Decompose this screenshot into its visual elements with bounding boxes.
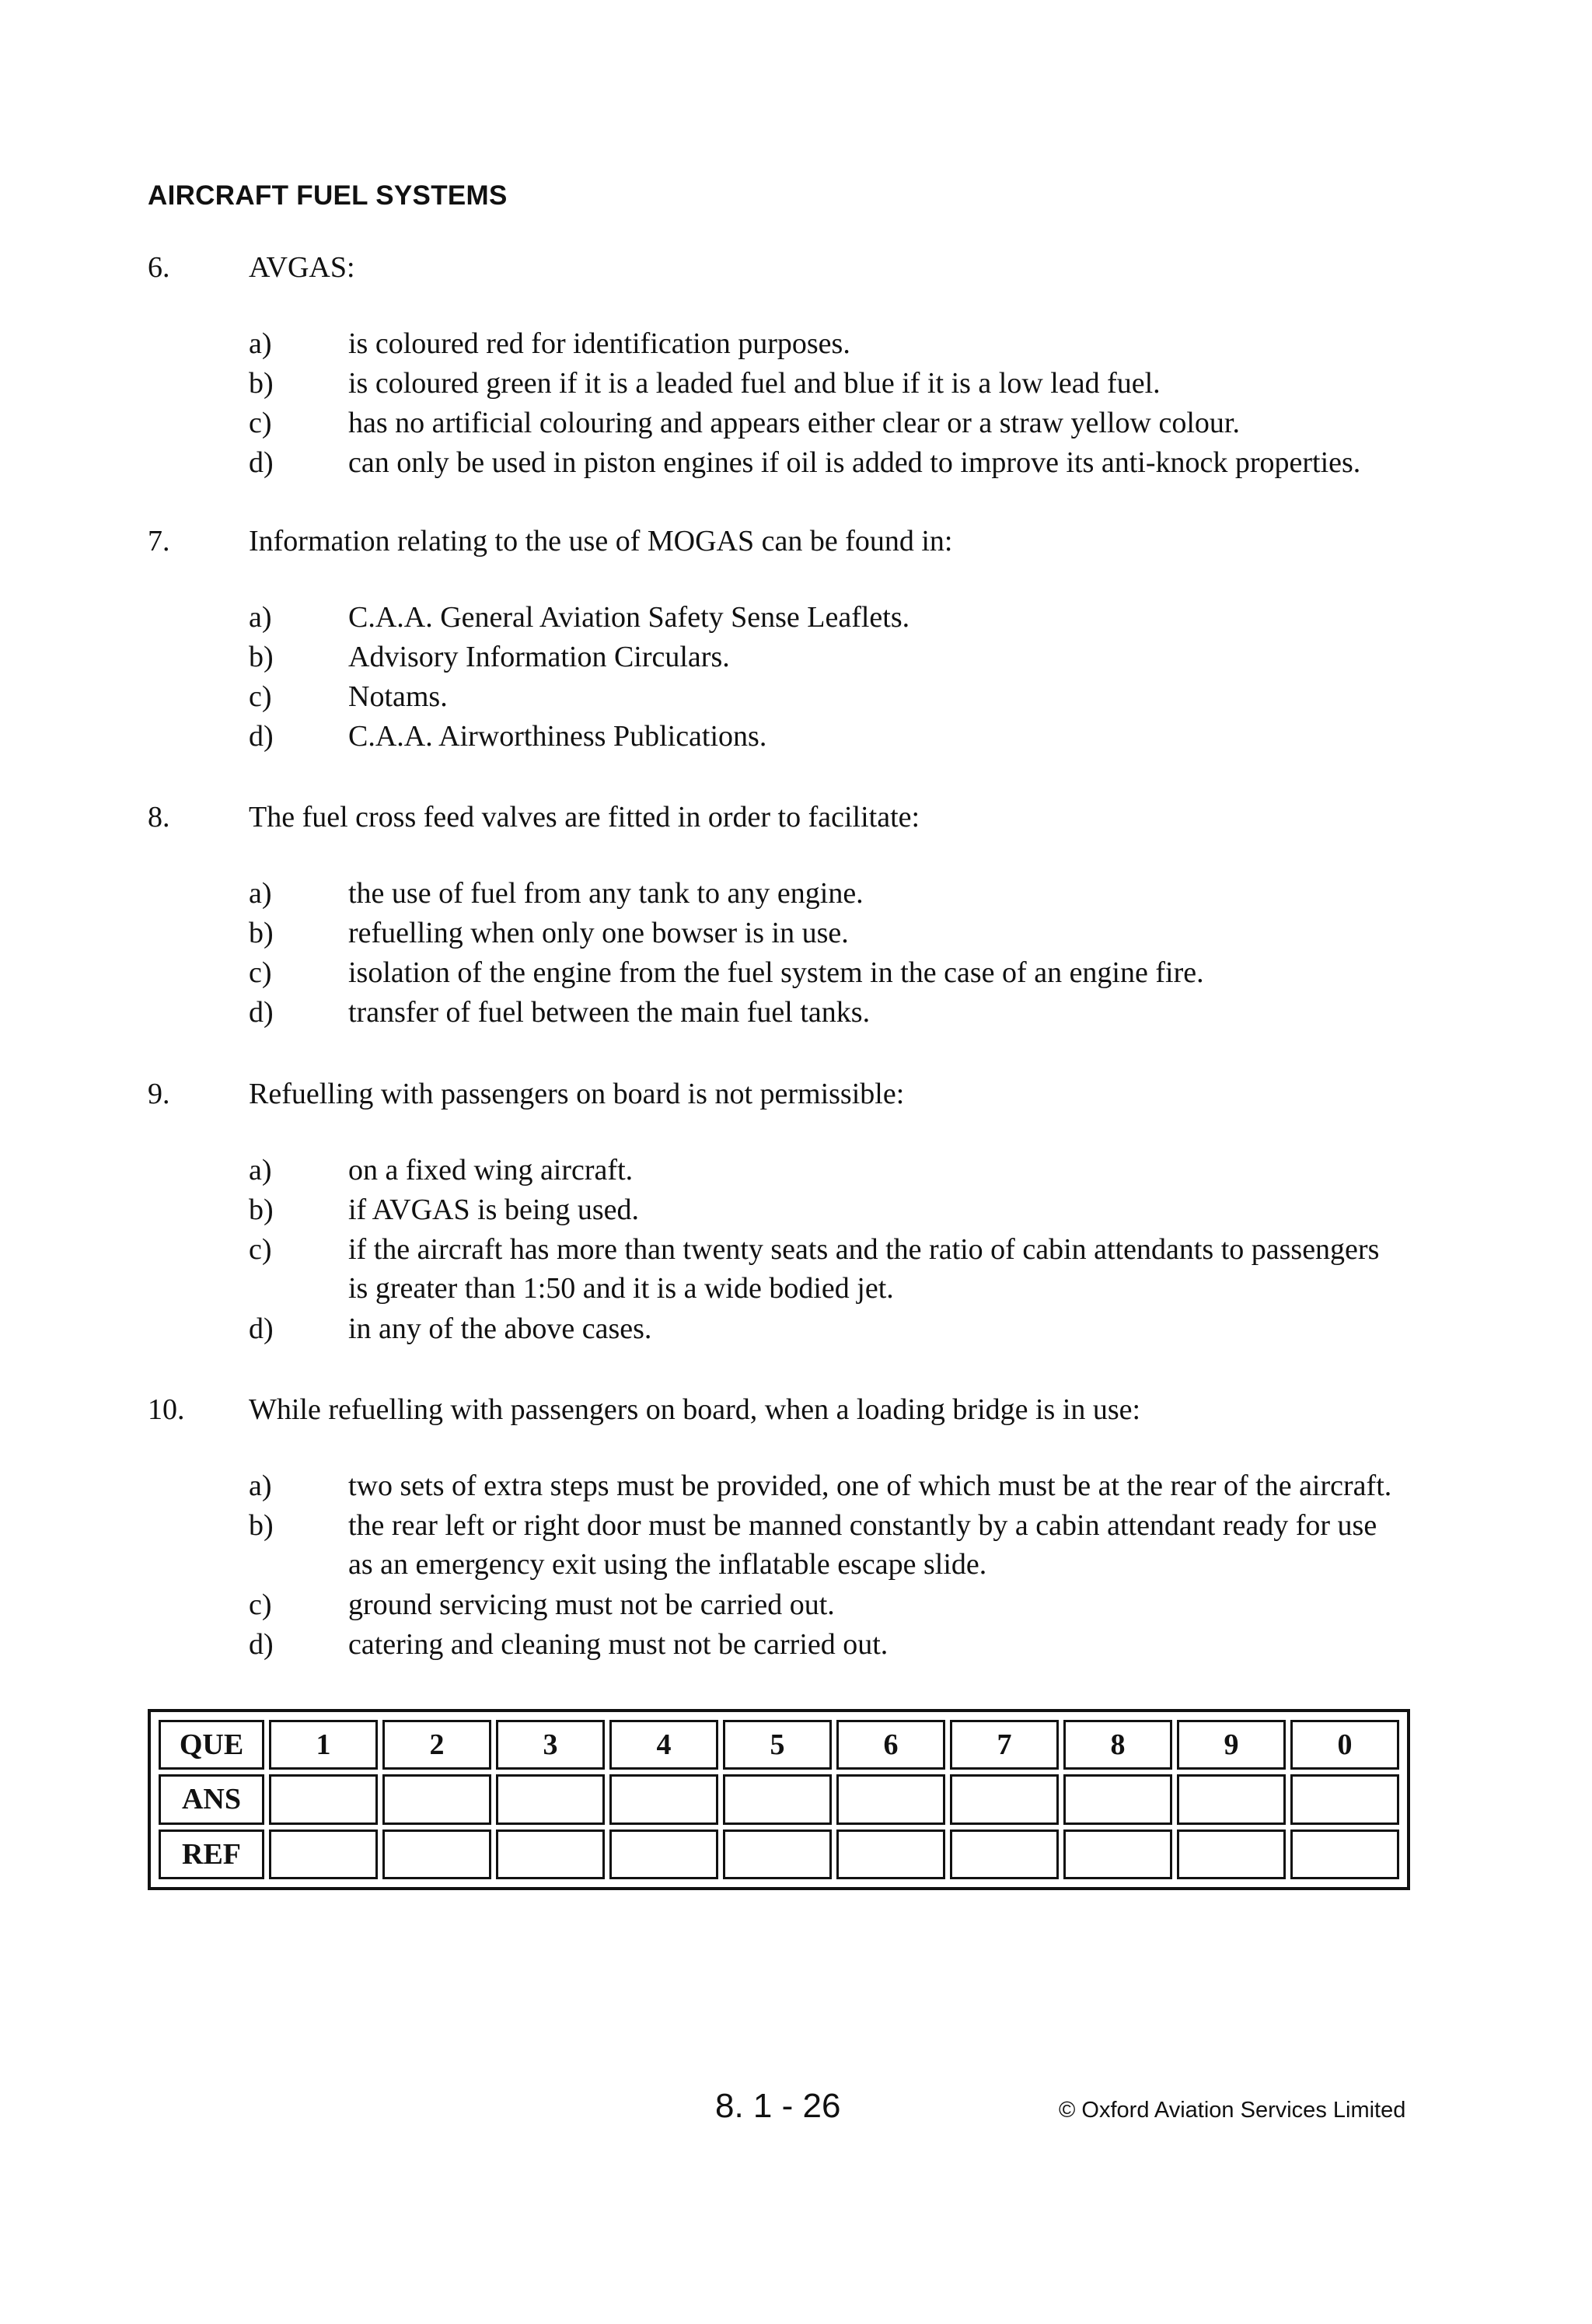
reference-cell [1177,1829,1286,1879]
question-text: AVGAS: [249,251,355,284]
question-number-cell: 2 [382,1720,491,1770]
option-d [0,446,1592,484]
option-text: C.A.A. Airworthiness Publications. [348,720,767,753]
answer-cell [1063,1774,1172,1824]
question-text: Information relating to the use of MOGAS can be found in: [249,525,953,557]
option-label: d) [249,446,274,479]
option-label: b) [249,917,274,949]
answer-cell [723,1774,832,1824]
option-label: d) [249,1312,274,1345]
option-label: c) [249,407,272,439]
option-b [0,366,1592,405]
option-label: a) [249,327,272,360]
option-c [0,956,1592,994]
option-b [0,1193,1592,1232]
question-number-cell: 7 [950,1720,1059,1770]
option-text: on a fixed wing aircraft. [348,1154,634,1186]
option-text: has no artificial colouring and appears either clear or a straw yellow colour. [348,407,1240,439]
option-label: c) [249,1588,272,1621]
question-number-cell: 3 [496,1720,605,1770]
option-label: a) [249,1470,272,1502]
answer-cell [1177,1774,1286,1824]
answer-cell [836,1774,945,1824]
question-number-cell: 1 [269,1720,378,1770]
answer-cell [382,1774,491,1824]
ref-row [159,1829,1399,1879]
option-label: b) [249,1193,274,1226]
question-number-cell: 0 [1290,1720,1399,1770]
option-text: transfer of fuel between the main fuel tanks. [348,996,871,1029]
question-text: The fuel cross feed valves are fitted in order to facilitate: [249,801,920,833]
ans-row [159,1774,1399,1824]
option-text: is coloured red for identification purposes. [348,327,850,360]
ans-label: ANS [159,1774,264,1824]
reference-cell [950,1829,1059,1879]
option-text: ground servicing must not be carried out. [348,1588,835,1621]
question-number: 8. [148,801,170,833]
option-text-line-2: as an emergency exit using the inflatable escape slide. [348,1548,987,1581]
option-d [0,995,1592,1034]
option-c [0,1232,1592,1310]
option-b [0,916,1592,955]
option-label: c) [249,1233,272,1266]
option-label: b) [249,641,274,673]
option-text: refuelling when only one bowser is in use. [348,917,849,949]
option-c [0,406,1592,445]
reference-cell [269,1829,378,1879]
option-text: C.A.A. General Aviation Safety Sense Leaflets. [348,601,910,634]
option-text: two sets of extra steps must be provided, one of which must be at the rear of the aircraft. [348,1470,1392,1502]
question-number-cell: 4 [609,1720,718,1770]
answer-cell [496,1774,605,1824]
option-a [0,1153,1592,1192]
reference-cell [836,1829,945,1879]
option-c [0,680,1592,718]
option-label: a) [249,877,272,910]
question-number: 7. [148,525,170,557]
question-number: 9. [148,1078,170,1110]
option-b [0,640,1592,679]
option-text: Notams. [348,680,448,713]
que-row [159,1720,1399,1770]
option-label: c) [249,680,272,713]
option-text-line-1: the rear left or right door must be manned constantly by a cabin attendant ready for use [348,1509,1377,1542]
answer-cell [1290,1774,1399,1824]
option-d [0,1312,1592,1351]
copyright-notice: © Oxford Aviation Services Limited [1059,2098,1406,2123]
question-number-cell: 6 [836,1720,945,1770]
option-label: a) [249,601,272,634]
option-d [0,719,1592,758]
option-label: d) [249,720,274,753]
option-d [0,1627,1592,1666]
option-text [348,1508,1377,1581]
answer-cell [950,1774,1059,1824]
answer-cell [609,1774,718,1824]
answer-grid-table [154,1715,1404,1884]
option-label: b) [249,1509,274,1542]
reference-cell [723,1829,832,1879]
reference-cell [609,1829,718,1879]
question-text: Refuelling with passengers on board is not permissible: [249,1078,905,1110]
option-text: isolation of the engine from the fuel system in the case of an engine fire. [348,956,1204,989]
question-number-cell: 9 [1177,1720,1286,1770]
reference-cell [496,1829,605,1879]
page-number: 8. 1 - 26 [715,2087,841,2125]
ref-label: REF [159,1829,264,1879]
question-number-cell: 5 [723,1720,832,1770]
option-text-line-2: is greater than 1:50 and it is a wide bodied jet. [348,1272,894,1305]
reference-cell [1290,1829,1399,1879]
option-a [0,600,1592,639]
que-label: QUE [159,1720,264,1770]
reference-cell [1063,1829,1172,1879]
option-label: d) [249,1628,274,1661]
section-heading: AIRCRAFT FUEL SYSTEMS [148,180,508,211]
option-label: c) [249,956,272,989]
option-text: Advisory Information Circulars. [348,641,730,673]
answer-grid [148,1709,1410,1890]
option-text-line-1: if the aircraft has more than twenty seats and the ratio of cabin attendants to passengers [348,1233,1380,1266]
option-b [0,1508,1592,1586]
question-number: 10. [148,1393,185,1426]
option-text: can only be used in piston engines if oil is added to improve its anti-knock properties. [348,446,1361,479]
option-a [0,1469,1592,1508]
option-c [0,1588,1592,1627]
option-label: d) [249,996,274,1029]
option-label: a) [249,1154,272,1186]
answer-cell [269,1774,378,1824]
question-number: 6. [148,251,170,284]
option-text: in any of the above cases. [348,1312,652,1345]
option-text: catering and cleaning must not be carried out. [348,1628,889,1661]
option-text: if AVGAS is being used. [348,1193,640,1226]
reference-cell [382,1829,491,1879]
option-label: b) [249,367,274,400]
option-text: the use of fuel from any tank to any engine. [348,877,864,910]
option-a [0,327,1592,365]
question-text: While refuelling with passengers on board, when a loading bridge is in use: [249,1393,1141,1426]
option-text: is coloured green if it is a leaded fuel and blue if it is a low lead fuel. [348,367,1161,400]
option-a [0,876,1592,915]
question-number-cell: 8 [1063,1720,1172,1770]
option-text [348,1232,1379,1305]
